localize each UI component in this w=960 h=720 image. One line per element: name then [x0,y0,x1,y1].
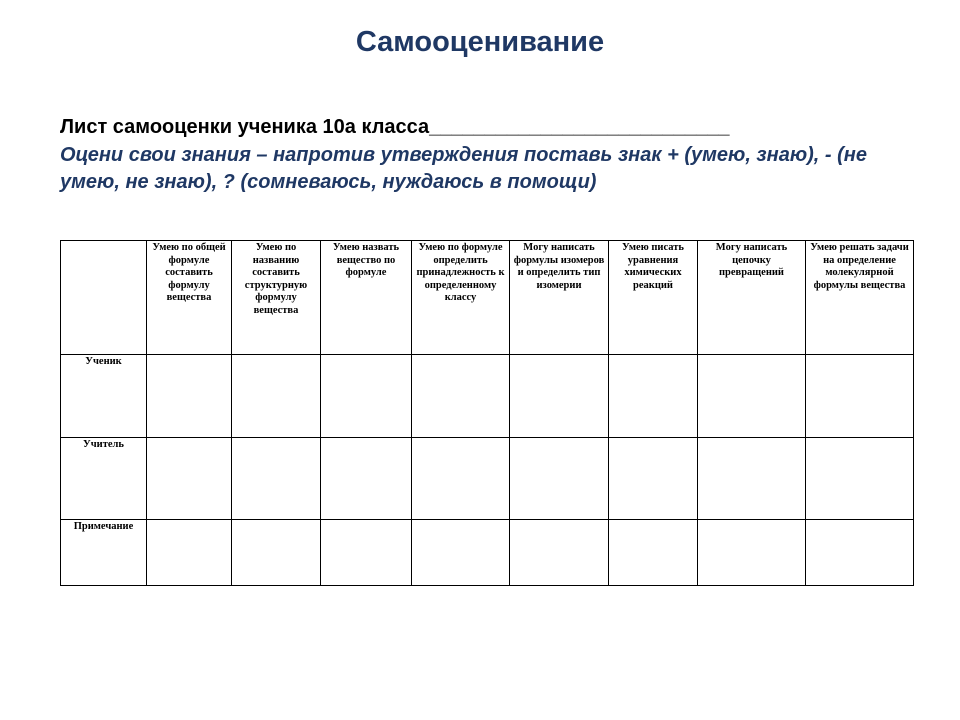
column-header: Могу написать формулы изомеров и определить тип изомерии [510,241,609,355]
sheet-heading: Лист самооценки ученика 10а класса___________________________ [60,116,730,138]
table-cell[interactable] [232,519,321,585]
table-cell[interactable] [321,355,412,437]
table-cell[interactable] [510,437,609,519]
table-cell[interactable] [147,519,232,585]
table-cell[interactable] [698,519,806,585]
table-cell[interactable] [147,437,232,519]
self-assessment-table [60,240,914,586]
table-row [61,437,914,519]
slide-title: Самооценивание [355,26,605,58]
row-label-teacher: Учитель [61,437,147,519]
table-cell[interactable] [609,355,698,437]
table-cell[interactable] [698,437,806,519]
table-row [61,519,914,585]
table-cell[interactable] [232,355,321,437]
column-header: Умею по общей формуле составить формулу вещества [147,241,232,355]
row-label-note: Примечание [61,519,147,585]
table-cell[interactable] [806,437,914,519]
header-row [61,241,914,355]
row-label-student: Ученик [61,355,147,437]
table-cell[interactable] [806,519,914,585]
table-cell[interactable] [321,519,412,585]
table-cell[interactable] [147,355,232,437]
table-cell[interactable] [412,355,510,437]
table-cell[interactable] [806,355,914,437]
table-cell[interactable] [510,519,609,585]
table-cell[interactable] [510,355,609,437]
table-cell[interactable] [609,437,698,519]
table-cell[interactable] [232,437,321,519]
instructions-text: Оцени свои знания – напротив утверждения поставь знак + (умею, знаю), - (не умею, не знаю), ? (сомневаюсь, нуждаюсь в помощи) [60,144,867,193]
column-header: Умею решать задачи на определение молекулярной формулы вещества [806,241,914,355]
table-cell[interactable] [609,519,698,585]
table-cell[interactable] [698,355,806,437]
table-row [61,355,914,437]
table-cell[interactable] [321,437,412,519]
column-header: Умею по названию составить структурную формулу вещества [232,241,321,355]
column-header: Умею по формуле определить принадлежность к определенному классу [412,241,510,355]
table-cell[interactable] [412,437,510,519]
column-header: Могу написать цепочку превращений [698,241,806,355]
table-cell[interactable] [412,519,510,585]
column-header: Умею назвать вещество по формуле [321,241,412,355]
column-header: Умею писать уравнения химических реакций [609,241,698,355]
corner-cell [61,241,147,355]
